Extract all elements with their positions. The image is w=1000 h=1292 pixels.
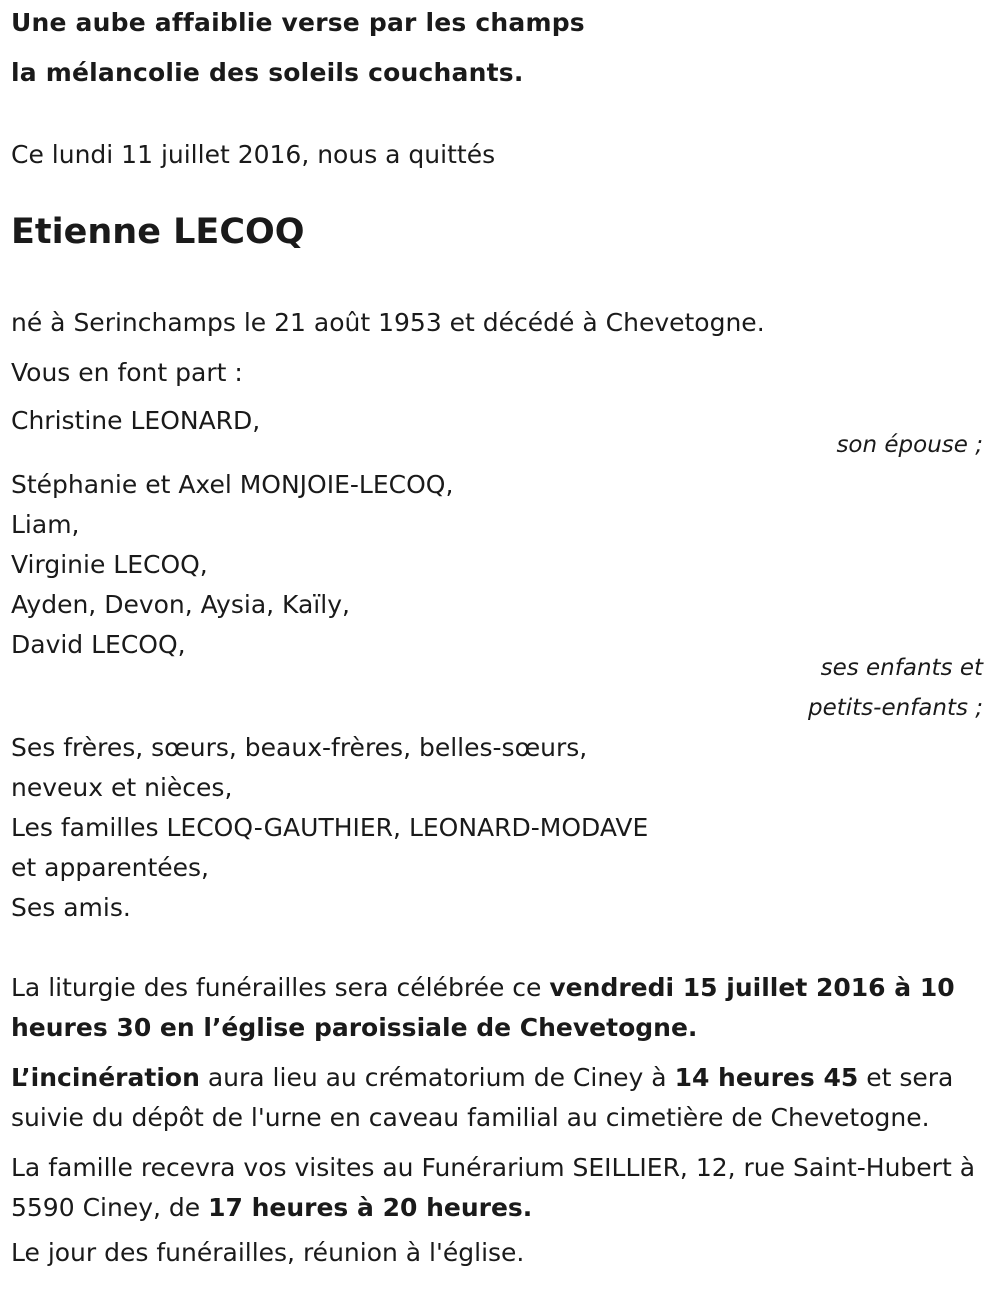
- children-relation-2: petits-enfants ;: [807, 695, 983, 721]
- spouse-name: Christine LEONARD,: [11, 406, 261, 435]
- liturgy-text: La liturgie des funérailles sera célébrée ce: [11, 973, 550, 1002]
- spouse-relation: son épouse ;: [836, 432, 983, 458]
- announcement: Ce lundi 11 juillet 2016, nous a quittés: [11, 140, 496, 169]
- share-intro: Vous en font part :: [11, 358, 243, 387]
- child-line: Stéphanie et Axel MONJOIE-LECOQ,: [11, 470, 454, 499]
- cremation-time: 14 heures 45: [674, 1063, 859, 1092]
- liturgy-paragraph: [11, 968, 981, 1048]
- family-line: Ses amis.: [11, 893, 131, 922]
- epigraph-line-1: Une aube affaiblie verse par les champs: [11, 8, 585, 37]
- cremation-paragraph: [11, 1058, 981, 1138]
- cremation-text-2: et sera suivie du dépôt de l'urne en caveau familial au cimetière de Chevetogne.: [11, 1063, 954, 1132]
- child-line: Ayden, Devon, Aysia, Kaïly,: [11, 590, 350, 619]
- birth-death-info: né à Serinchamps le 21 août 1953 et décédé à Chevetogne.: [11, 308, 765, 337]
- liturgy-details: vendredi 15 juillet 2016 à 10 heures 30 en l’église paroissiale de Chevetogne.: [11, 973, 955, 1042]
- child-line: Liam,: [11, 510, 80, 539]
- child-line: Virginie LECOQ,: [11, 550, 208, 579]
- meeting-info: Le jour des funérailles, réunion à l'église.: [11, 1238, 525, 1267]
- family-line: neveux et nièces,: [11, 773, 233, 802]
- cremation-label: L’incinération: [11, 1063, 200, 1092]
- family-line: Ses frères, sœurs, beaux-frères, belles-sœurs,: [11, 733, 588, 762]
- epigraph-line-2: la mélancolie des soleils couchants.: [11, 58, 524, 87]
- visits-hours: 17 heures à 20 heures.: [208, 1193, 533, 1222]
- child-line: David LECOQ,: [11, 630, 186, 659]
- family-line: Les familles LECOQ-GAUTHIER, LEONARD-MODAVE: [11, 813, 649, 842]
- deceased-name: Etienne LECOQ: [11, 212, 305, 252]
- visits-paragraph: [11, 1148, 981, 1228]
- visits-text: La famille recevra vos visites au Funérarium SEILLIER, 12, rue Saint-Hubert à 5590 Ciney, de: [11, 1153, 976, 1222]
- children-relation-1: ses enfants et: [820, 655, 983, 681]
- family-line: et apparentées,: [11, 853, 209, 882]
- cremation-text-1: aura lieu au crématorium de Ciney à: [199, 1063, 675, 1092]
